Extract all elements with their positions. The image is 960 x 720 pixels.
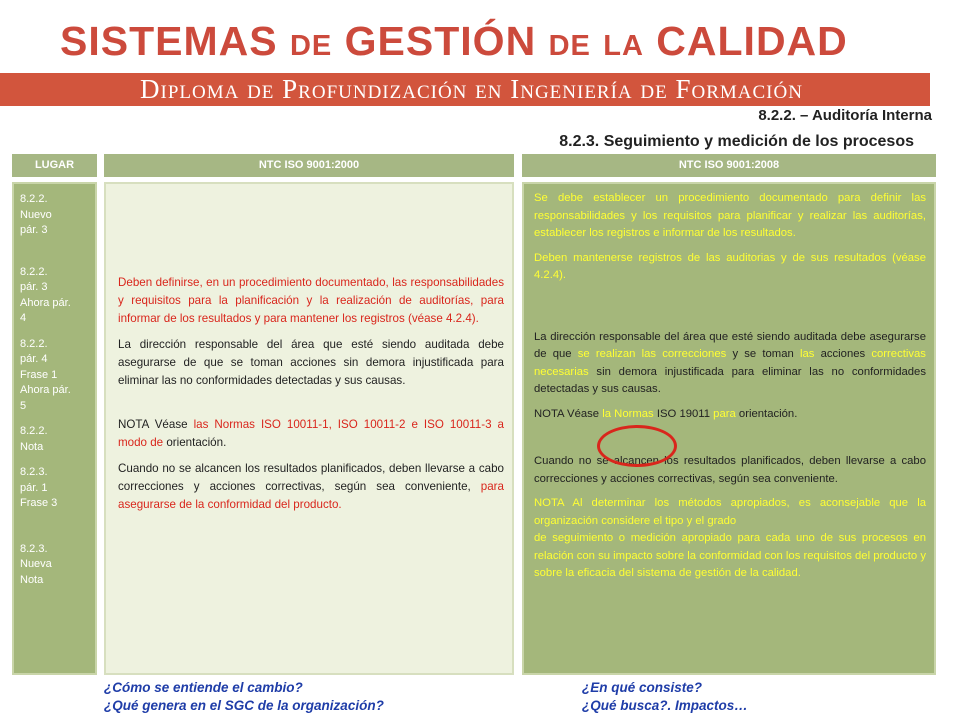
text-run: para: [713, 407, 736, 420]
lugar-line: Ahora pár.: [20, 296, 71, 309]
column-header-2008: NTC ISO 9001:2008: [522, 154, 936, 177]
ntc2000-paragraph-audit-procedure: Deben definirse, en un procedimiento documentado, las responsabilidades y requisitos para la planificación y la realización de auditorías, para informar de los resultados y para mantener los registros (véase 4.2.4).: [118, 276, 504, 325]
lugar-line: Nota: [20, 440, 44, 453]
text-run: y se toman: [726, 348, 800, 360]
text-run: sin demora injustificada para eliminar las no conformidades detectadas y sus causas.: [534, 365, 926, 395]
lugar-line: 8.2.2.: [20, 337, 48, 350]
text-run: orientación.: [735, 407, 798, 420]
column-header-2000: NTC ISO 9001:2000: [104, 154, 514, 177]
lugar-entry: [20, 424, 89, 455]
ntc2008-paragraph-audit-procedure: Se debe establecer un procedimiento documentado para definir las responsabilidades y los requisitos para planificar y realizar las auditorías, establecer los registros e informar de los resultados.: [534, 192, 926, 239]
lugar-line: 8.2.3.: [20, 542, 48, 555]
lugar-list: [20, 192, 89, 588]
highlight-circle: [597, 425, 677, 467]
lugar-line: 8.2.2.: [20, 193, 48, 205]
ntc2008-paragraph-new-note-a: NOTA Al determinar los métodos apropiados, es aconsejable que la organización considere el tipo y el grado: [534, 497, 926, 527]
ntc2008-paragraph-results: Cuando no se alcancen los resultados planificados, deben llevarse a cabo correcciones y acciones correctivas, según sea conveniente.: [534, 455, 926, 485]
text-run: las: [799, 348, 815, 360]
lugar-line: 5: [20, 399, 27, 412]
text-run: la Normas: [602, 407, 654, 420]
lugar-line: Frase 1: [20, 368, 58, 381]
lugar-line: Nueva: [20, 558, 52, 570]
subtitle-audit: 8.2.2. – Auditoría Interna: [758, 107, 932, 124]
text-run: ISO 19011: [653, 407, 714, 420]
question-change: ¿Cómo se entiende el cambio?: [104, 680, 303, 695]
ntc2008-paragraph-management: [534, 329, 926, 399]
text-run: NOTA Véase: [118, 418, 194, 431]
ntc-2000-panel: [104, 182, 514, 675]
lugar-line: 8.2.2.: [20, 425, 48, 437]
ntc2008-paragraph-new-note-b: de seguimiento o medición apropiado para cada uno de sus procesos en relación con su impacto sobre la conformidad con los requisitos del producto y sobre la eficacia del sistema de gestión de la calidad.: [534, 532, 926, 579]
lugar-panel: [12, 182, 97, 675]
ntc-2008-panel: [522, 182, 936, 675]
lugar-line: pár. 1: [20, 481, 48, 494]
lugar-line: 8.2.3.: [20, 466, 48, 478]
lugar-entry: [20, 265, 89, 327]
text-run: Cuando no se alcancen los resultados planificados, deben llevarse a cabo correcciones y acciones correctivas, según sea conveniente,: [118, 462, 504, 493]
text-run: NOTA Véase: [534, 407, 603, 420]
ntc2000-paragraph-management: La dirección responsable del área que esté siendo auditada debe asegurarse de que se toman acciones sin demora injustificada para eliminar las no conformidades detectadas y sus causas.: [118, 338, 504, 387]
text-run: se realizan las correcciones: [577, 348, 727, 360]
lugar-line: Frase 3: [20, 497, 58, 509]
lugar-line: pár. 3: [20, 224, 48, 236]
lugar-entry: [20, 542, 89, 589]
question-what-is: ¿En qué consiste?: [582, 680, 703, 695]
lugar-line: Ahora pár.: [20, 384, 71, 396]
text-run: para asegurarse de la conformidad del producto.: [118, 480, 504, 511]
ntc2008-paragraph-records: Deben mantenerse registros de las auditorias y de sus resultados (véase 4.2.4).: [534, 251, 926, 281]
lugar-line: 4: [20, 312, 27, 324]
lugar-entry: [20, 465, 89, 512]
lugar-line: pár. 4: [20, 353, 48, 365]
ntc2000-paragraph-note: [118, 416, 504, 452]
ntc2008-paragraph-note: [534, 406, 926, 424]
text-run: acciones: [814, 348, 872, 360]
subtitle-monitoring: 8.2.3. Seguimiento y medición de los procesos: [559, 133, 914, 150]
lugar-line: Nota: [20, 573, 44, 586]
ntc2000-paragraph-results: [118, 460, 504, 514]
text-run: orientación.: [163, 436, 227, 449]
lugar-entry: [20, 337, 89, 415]
text-run: las Normas ISO 10011-1, ISO 10011-2 e ISO 10011-3 a modo de: [118, 418, 504, 449]
question-sgc-impact: ¿Qué genera en el SGC de la organización?: [104, 698, 384, 713]
lugar-line: Nuevo: [20, 208, 52, 221]
slide-title: SISTEMAS de GESTIÓN de la CALIDAD: [60, 18, 848, 64]
column-header-lugar: LUGAR: [12, 154, 97, 177]
lugar-line: pár. 3: [20, 281, 48, 293]
question-impacts: ¿Qué busca?. Impactos…: [582, 698, 748, 713]
text-run: correctivas necesarias: [534, 348, 926, 378]
banner-text: Diploma de Profundización en Ingeniería de Formación: [140, 74, 803, 104]
lugar-entry: [20, 192, 89, 239]
text-run: La dirección responsable del área que esté siendo auditada debe asegurarse de que: [534, 330, 926, 360]
lugar-line: 8.2.2.: [20, 265, 48, 278]
